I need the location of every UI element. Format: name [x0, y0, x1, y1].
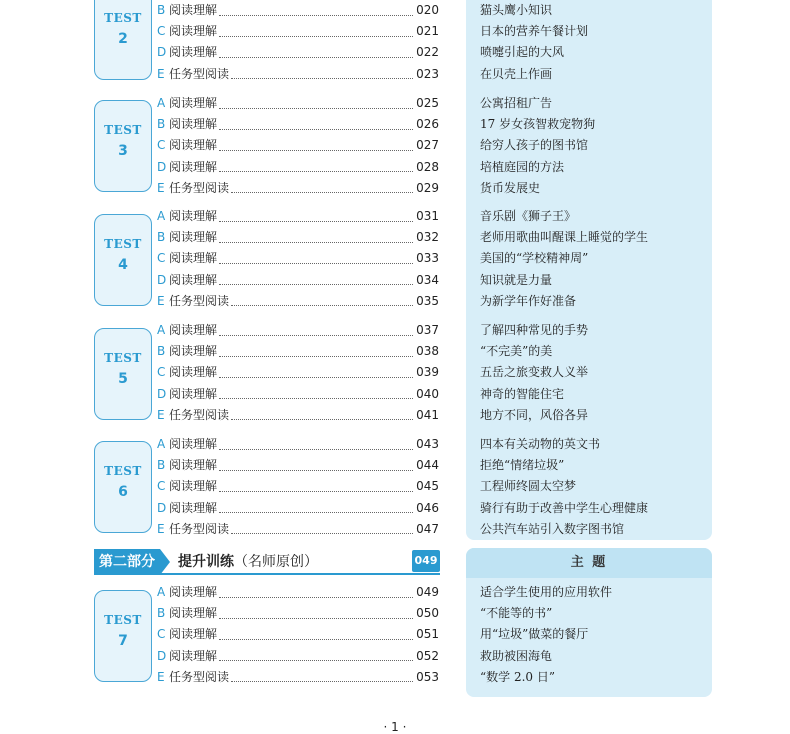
- section-letter: E: [157, 66, 165, 81]
- topic-text: 五岳之旅变救人义举: [480, 365, 589, 380]
- section-letter: E: [157, 180, 165, 195]
- topic-text: 猫头鹰小知识: [480, 3, 553, 17]
- section-letter: E: [157, 293, 165, 308]
- question-type: 阅读理解: [169, 45, 218, 60]
- question-type: 阅读理解: [169, 606, 218, 621]
- toc-row: [157, 320, 439, 340]
- part-page: 049: [412, 550, 440, 572]
- section-letter: C: [157, 138, 166, 153]
- toc-row: [157, 434, 439, 454]
- topic-text: 用“垃圾”做菜的餐厅: [480, 627, 589, 642]
- page-ref: 041: [416, 407, 439, 422]
- toc-row: [157, 93, 439, 113]
- section-letter: D: [157, 386, 167, 401]
- test-badge: [94, 590, 152, 682]
- section-letter: D: [157, 648, 167, 663]
- page-ref: 049: [416, 585, 439, 599]
- question-type: 阅读理解: [169, 96, 218, 110]
- page-ref: 020: [416, 3, 439, 17]
- topic-text: 骑行有助于改善中学生心理健康: [480, 500, 649, 515]
- leader-dots: [219, 47, 413, 58]
- toc-row: [157, 270, 439, 290]
- page-ref: 043: [416, 437, 439, 451]
- topic-text: 四本有关动物的英文书: [480, 437, 601, 451]
- page-ref: 028: [416, 159, 439, 174]
- section-letter: E: [157, 669, 165, 684]
- part-title-main: 提升训练: [178, 554, 234, 570]
- leader-dots: [219, 587, 413, 598]
- topic-text: 拒绝“情绪垃圾”: [480, 458, 565, 473]
- question-type: 任务型阅读: [169, 521, 230, 536]
- topic-text: “不完美”的美: [480, 344, 553, 359]
- leader-dots: [219, 650, 413, 661]
- toc-row: [157, 498, 439, 518]
- test-badge-number: 2: [118, 31, 128, 47]
- topic-text: 工程师终圆太空梦: [480, 479, 577, 494]
- question-type: 任务型阅读: [169, 407, 230, 422]
- toc-row: [157, 603, 439, 623]
- page-ref: 037: [416, 323, 439, 337]
- question-type: 任务型阅读: [169, 669, 230, 684]
- test-badge-number: 6: [118, 484, 128, 500]
- page-ref: 031: [416, 209, 439, 223]
- question-type: 阅读理解: [169, 3, 218, 17]
- page-ref: 025: [416, 96, 439, 110]
- section-letter: D: [157, 272, 167, 287]
- section-letter: C: [157, 365, 166, 380]
- page-ref: 023: [416, 66, 439, 81]
- section-letter: B: [157, 458, 166, 473]
- question-type: 任务型阅读: [169, 180, 230, 195]
- question-type: 阅读理解: [169, 500, 218, 515]
- leader-dots: [231, 295, 413, 306]
- leader-dots: [219, 253, 413, 264]
- section-letter: C: [157, 24, 166, 39]
- page-ref: 039: [416, 365, 439, 380]
- page-ref: 047: [416, 521, 439, 536]
- leader-dots: [219, 140, 413, 151]
- question-type: 阅读理解: [169, 251, 218, 266]
- test-badge-label: TEST: [104, 464, 142, 478]
- topic-text: 老师用歌曲叫醒课上睡觉的学生: [480, 230, 649, 245]
- topic-text: 知识就是力量: [480, 272, 553, 287]
- topic-text: 美国的“学校精神周”: [480, 251, 589, 266]
- test-badge-label: TEST: [104, 351, 142, 365]
- section-letter: A: [157, 323, 166, 337]
- page-ref: 021: [416, 24, 439, 39]
- topic-text: 货币发展史: [480, 180, 541, 195]
- section-letter: B: [157, 606, 166, 621]
- toc-row: [157, 455, 439, 475]
- topic-text: “数学 2.0 日”: [480, 669, 555, 684]
- toc-row: [157, 646, 439, 666]
- question-type: 阅读理解: [169, 344, 218, 359]
- section-letter: D: [157, 500, 167, 515]
- test-badge: [94, 214, 152, 306]
- section-letter: B: [157, 344, 166, 359]
- leader-dots: [219, 119, 413, 130]
- leader-dots: [219, 439, 413, 450]
- toc-row: [157, 157, 439, 177]
- topic-text: 神奇的智能住宅: [480, 386, 565, 401]
- leader-dots: [219, 5, 413, 16]
- toc-row: [157, 227, 439, 247]
- topic-text: 公共汽车站引入数字图书馆: [480, 521, 625, 536]
- page-ref: 027: [416, 138, 439, 153]
- toc-row: [157, 178, 439, 198]
- toc-row: [157, 519, 439, 539]
- page-ref: 040: [416, 386, 439, 401]
- page-ref: 052: [416, 648, 439, 663]
- question-type: 阅读理解: [169, 209, 218, 223]
- toc-row: [157, 21, 439, 41]
- leader-dots: [219, 502, 413, 513]
- part-title-sub: （名师原创）: [234, 554, 318, 570]
- topic-text: 为新学年作好准备: [480, 293, 577, 308]
- question-type: 阅读理解: [169, 386, 218, 401]
- topic-text: 17 岁女孩智救宠物狗: [480, 117, 596, 132]
- page-ref: 032: [416, 230, 439, 245]
- topic-text: 了解四种常见的手势: [480, 323, 589, 337]
- question-type: 阅读理解: [169, 648, 218, 663]
- section-letter: C: [157, 627, 166, 642]
- leader-dots: [231, 68, 413, 79]
- toc-row: [157, 362, 439, 382]
- section-letter: B: [157, 3, 166, 17]
- topic-text: 日本的营养午餐计划: [480, 24, 589, 39]
- leader-dots: [219, 98, 413, 109]
- section-letter: B: [157, 117, 166, 132]
- leader-dots: [219, 161, 413, 172]
- test-badge-number: 5: [118, 371, 128, 387]
- leader-dots: [219, 367, 413, 378]
- question-type: 阅读理解: [169, 437, 218, 451]
- toc-row: [157, 341, 439, 361]
- topic-text: 音乐剧《狮子王》: [480, 209, 577, 223]
- topic-text: 地方不同，风俗各异: [480, 407, 589, 422]
- section-letter: A: [157, 209, 166, 223]
- test-badge-label: TEST: [104, 11, 142, 25]
- test-badge: [94, 441, 152, 533]
- question-type: 阅读理解: [169, 458, 218, 473]
- leader-dots: [219, 388, 413, 399]
- question-type: 任务型阅读: [169, 293, 230, 308]
- page-ref: 050: [416, 606, 439, 621]
- topic-text: 救助被困海龟: [480, 648, 553, 663]
- toc-row: [157, 291, 439, 311]
- question-type: 阅读理解: [169, 24, 218, 39]
- part-title: [178, 549, 318, 575]
- toc-row: [157, 384, 439, 404]
- section-letter: E: [157, 407, 165, 422]
- page-ref: 045: [416, 479, 439, 494]
- leader-dots: [231, 409, 413, 420]
- test-badge: [94, 328, 152, 420]
- test-badge-label: TEST: [104, 123, 142, 137]
- leader-dots: [219, 460, 413, 471]
- leader-dots: [231, 671, 413, 682]
- toc-row: [157, 476, 439, 496]
- toc-row: [157, 0, 439, 20]
- page-ref: 034: [416, 272, 439, 287]
- leader-dots: [219, 481, 413, 492]
- toc-row: [157, 135, 439, 155]
- question-type: 阅读理解: [169, 230, 218, 245]
- section-letter: B: [157, 230, 166, 245]
- question-type: 阅读理解: [169, 117, 218, 132]
- leader-dots: [219, 274, 413, 285]
- topic-text: 公寓招租广告: [480, 96, 553, 110]
- toc-row: [157, 667, 439, 687]
- page-ref: 051: [416, 627, 439, 642]
- test-badge-number: 7: [118, 633, 128, 649]
- question-type: 阅读理解: [169, 585, 218, 599]
- section-letter: D: [157, 45, 167, 60]
- toc-row: [157, 405, 439, 425]
- page-ref: 026: [416, 117, 439, 132]
- test-badge-number: 3: [118, 143, 128, 159]
- toc-row: [157, 42, 439, 62]
- section-letter: E: [157, 521, 165, 536]
- topic-text: “不能等的书”: [480, 606, 553, 621]
- section-letter: C: [157, 479, 166, 494]
- topics-header: 主 题: [466, 548, 712, 578]
- page-ref: 022: [416, 45, 439, 60]
- part-two-heading: [94, 549, 440, 575]
- leader-dots: [219, 629, 413, 640]
- test-badge-label: TEST: [104, 613, 142, 627]
- topic-text: 适合学生使用的应用软件: [480, 585, 613, 599]
- test-badge-label: TEST: [104, 237, 142, 251]
- section-letter: C: [157, 251, 166, 266]
- question-type: 阅读理解: [169, 272, 218, 287]
- toc-row: [157, 64, 439, 84]
- page-ref: 035: [416, 293, 439, 308]
- leader-dots: [219, 346, 413, 357]
- page-number: · 1 ·: [383, 720, 407, 734]
- page-ref: 038: [416, 344, 439, 359]
- page-ref: 046: [416, 500, 439, 515]
- topic-text: 给穷人孩子的图书馆: [480, 138, 589, 153]
- section-letter: D: [157, 159, 167, 174]
- question-type: 任务型阅读: [169, 66, 230, 81]
- test-badge-number: 4: [118, 257, 128, 273]
- question-type: 阅读理解: [169, 138, 218, 153]
- question-type: 阅读理解: [169, 323, 218, 337]
- test-badge: [94, 0, 152, 80]
- question-type: 阅读理解: [169, 159, 218, 174]
- page-ref: 033: [416, 251, 439, 266]
- question-type: 阅读理解: [169, 627, 218, 642]
- leader-dots: [219, 211, 413, 222]
- leader-dots: [219, 26, 413, 37]
- toc-row: [157, 582, 439, 602]
- leader-dots: [231, 523, 413, 534]
- page-ref: 044: [416, 458, 439, 473]
- toc-row: [157, 624, 439, 644]
- toc-row: [157, 248, 439, 268]
- topic-text: 在贝壳上作画: [480, 66, 553, 81]
- part-underline: [94, 573, 440, 575]
- topic-text: 培植庭园的方法: [480, 159, 565, 174]
- leader-dots: [219, 232, 413, 243]
- topic-text: 喷嚏引起的大风: [480, 45, 565, 60]
- question-type: 阅读理解: [169, 479, 218, 494]
- section-letter: A: [157, 96, 166, 110]
- toc-row: [157, 114, 439, 134]
- test-badge: [94, 100, 152, 192]
- page-ref: 053: [416, 669, 439, 684]
- section-letter: A: [157, 585, 166, 599]
- toc-row: [157, 206, 439, 226]
- leader-dots: [219, 608, 413, 619]
- part-tag: 第二部分: [94, 549, 160, 575]
- leader-dots: [231, 182, 413, 193]
- question-type: 阅读理解: [169, 365, 218, 380]
- page-ref: 029: [416, 180, 439, 195]
- section-letter: A: [157, 437, 166, 451]
- leader-dots: [219, 325, 413, 336]
